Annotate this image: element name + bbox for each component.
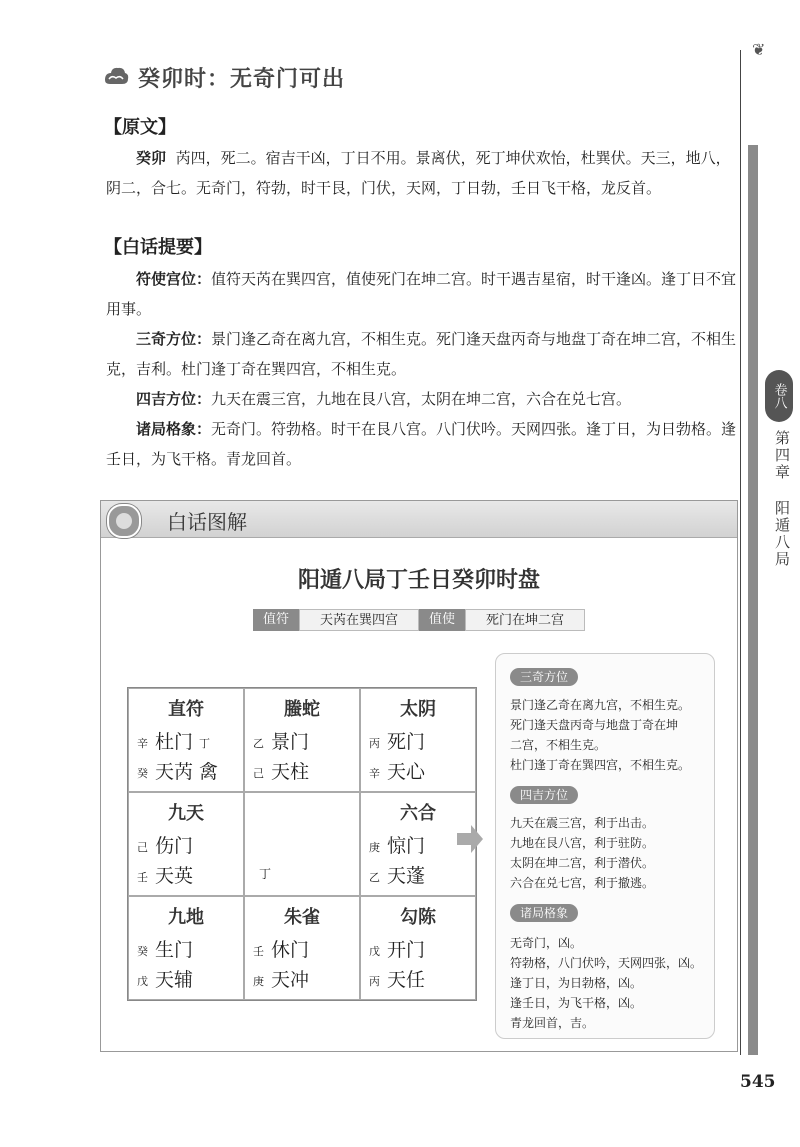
item-text: 景门逢乙奇在离九宫，不相生克。死门逢天盘丙奇与地盘丁奇在坤二宫，不相生克，吉利。杜门逢丁奇在巽四宫，不相生克。 <box>106 330 737 378</box>
item-text: 九天在震三宫，九地在艮八宫，太阴在坤二宫，六合在兑七宫。 <box>211 390 632 408</box>
palace-grid <box>127 687 477 1001</box>
palace-cell <box>360 688 476 792</box>
siji-line: 九地在艮八宫，利于驻防。 <box>510 836 655 850</box>
star: 天辅 <box>155 969 194 991</box>
stem: 丙 <box>369 737 380 750</box>
geju-line: 符勃格，八门伏吟，天网四张，凶。 <box>510 956 703 970</box>
palace-cell <box>244 896 360 1000</box>
god-name: 六合 <box>400 803 436 824</box>
stem: 癸 <box>137 767 148 780</box>
stem: 己 <box>137 841 148 854</box>
palace-cell <box>360 896 476 1000</box>
original-paragraph <box>106 143 742 203</box>
star-row <box>369 757 425 784</box>
arrow-right-icon <box>455 821 485 857</box>
chapter-label: 第四章 <box>773 430 791 481</box>
vernacular-item <box>106 324 742 384</box>
item-text: 无奇门。符勃格。时干在艮八宫。八门伏吟。天网四张。逢丁日，为日勃格。逢壬日，为飞干格。青龙回首。 <box>106 420 737 468</box>
chart-title: 阳遁八局丁壬日癸卯时盘 <box>297 568 540 593</box>
star-row <box>137 861 193 888</box>
zhishi-label: 值使 <box>419 609 465 631</box>
geju-line: 逢壬日，为飞干格，凶。 <box>510 996 643 1010</box>
zhifu-label: 值符 <box>253 609 299 631</box>
topic-label: 阳遁八局 <box>773 500 791 568</box>
siji-line: 九天在震三宫，利于出击。 <box>510 816 655 830</box>
god-name: 螣蛇 <box>284 699 320 720</box>
door-row <box>369 727 425 754</box>
stem: 辛 <box>369 767 380 780</box>
star: 天冲 <box>271 969 310 991</box>
zhifu-value: 天芮在巽四宫 <box>299 609 419 631</box>
door: 开门 <box>387 939 426 961</box>
emblem-icon <box>107 504 141 538</box>
door: 休门 <box>271 939 310 961</box>
siji-line: 六合在兑七宫，利于撤逃。 <box>510 876 655 890</box>
star: 天芮 禽 <box>155 761 219 783</box>
god-name: 直符 <box>168 699 204 720</box>
volume-badge: 卷八 <box>765 370 793 422</box>
star-row <box>137 965 193 992</box>
palace-cell <box>128 896 244 1000</box>
page-title: 癸卯时：无奇门可出 <box>138 67 346 92</box>
star-row <box>253 965 309 992</box>
stem-right: 丁 <box>199 737 211 750</box>
god-name: 太阴 <box>400 699 436 720</box>
door: 景门 <box>271 731 310 753</box>
original-lead: 癸卯 <box>136 149 167 167</box>
item-label: 诸局格象： <box>136 420 212 438</box>
god-name: 九地 <box>168 907 204 928</box>
door-row <box>137 935 193 962</box>
center-stem: 丁 <box>259 867 272 881</box>
god-name: 九天 <box>168 803 204 824</box>
sanqi-line: 二宫，不相生克。 <box>510 738 607 752</box>
door: 惊门 <box>387 835 426 857</box>
star: 天心 <box>387 761 426 783</box>
door-row <box>253 935 309 962</box>
stem: 丙 <box>369 975 380 988</box>
stem: 庚 <box>369 841 380 854</box>
item-label: 四吉方位： <box>136 390 212 408</box>
stem: 乙 <box>369 871 380 884</box>
vernacular-item <box>106 414 742 474</box>
star: 天任 <box>387 969 426 991</box>
geju-line: 逢丁日，为日勃格，凶。 <box>510 976 643 990</box>
stem: 戊 <box>137 975 148 988</box>
margin-bar <box>748 145 758 1055</box>
door-row <box>369 831 425 858</box>
door: 伤门 <box>155 835 194 857</box>
door-row <box>369 935 425 962</box>
door-row <box>137 727 210 754</box>
door: 死门 <box>387 731 426 753</box>
zhishi-value: 死门在坤二宫 <box>465 609 585 631</box>
star-row <box>137 757 218 784</box>
vernacular-item <box>106 384 742 414</box>
geju-tag: 诸局格象 <box>510 904 578 922</box>
vernacular-heading: 【白话提要】 <box>104 237 212 258</box>
palace-cell <box>128 688 244 792</box>
explanation-box <box>495 653 715 1039</box>
stem: 己 <box>253 767 264 780</box>
god-name: 勾陈 <box>400 907 436 928</box>
palace-cell <box>244 688 360 792</box>
palace-cell-center <box>244 792 360 896</box>
star-row <box>369 861 425 888</box>
page-number: 545 <box>740 1072 776 1092</box>
vernacular-list <box>106 264 742 474</box>
cloud-ornament-icon <box>102 64 130 88</box>
panel-title: 白话图解 <box>167 510 247 534</box>
star-row <box>369 965 425 992</box>
stem: 癸 <box>137 945 148 958</box>
stem: 乙 <box>253 737 264 750</box>
diagram-panel <box>100 500 738 1052</box>
item-label: 三奇方位： <box>136 330 212 348</box>
stem: 壬 <box>137 871 148 884</box>
palace-cell <box>128 792 244 896</box>
stem: 庚 <box>253 975 264 988</box>
sanqi-line: 景门逢乙奇在离九宫，不相生克。 <box>510 698 691 712</box>
stem: 戊 <box>369 945 380 958</box>
item-text: 值符天芮在巽四宫，值使死门在坤二宫。时干遇吉星宿，时干逢凶。逢丁日不宜用事。 <box>106 270 737 318</box>
door-row <box>137 831 193 858</box>
door-row <box>253 727 309 754</box>
door: 杜门 <box>155 731 194 753</box>
geju-line: 青龙回首，吉。 <box>510 1016 595 1030</box>
god-name: 朱雀 <box>284 907 320 928</box>
siji-tag: 四吉方位 <box>510 786 578 804</box>
sanqi-tag: 三奇方位 <box>510 668 578 686</box>
siji-line: 太阴在坤二宫，利于潜伏。 <box>510 856 655 870</box>
star: 天蓬 <box>387 865 426 887</box>
vernacular-item <box>106 264 742 324</box>
sanqi-line: 杜门逢丁奇在巽四宫，不相生克。 <box>510 758 691 772</box>
stem: 辛 <box>137 737 148 750</box>
stem: 壬 <box>253 945 264 958</box>
corner-ornament-icon: ❦ <box>752 40 766 59</box>
panel-header <box>101 501 737 538</box>
star: 天英 <box>155 865 194 887</box>
geju-line: 无奇门，凶。 <box>510 936 583 950</box>
original-text: 芮四，死二。宿吉干凶，丁日不用。景离伏，死丁坤伏欢怡，杜巽伏。天三，地八，阴二，合七。无奇门，符勃，时干艮，门伏，天网，丁日勃，壬日飞干格，龙反首。 <box>106 149 731 197</box>
item-label: 符使宫位： <box>136 270 212 288</box>
sanqi-line: 死门逢天盘丙奇与地盘丁奇在坤 <box>510 718 679 732</box>
star-row <box>253 757 309 784</box>
door: 生门 <box>155 939 194 961</box>
original-heading: 【原文】 <box>104 117 176 138</box>
star: 天柱 <box>271 761 310 783</box>
